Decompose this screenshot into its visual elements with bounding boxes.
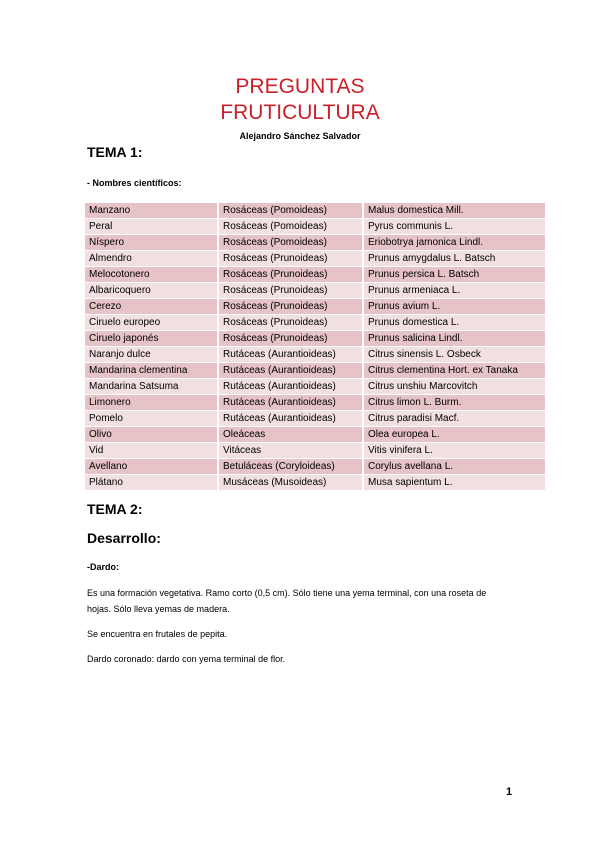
common-name-cell: Ciruelo europeo (85, 315, 217, 330)
family-cell: Rosáceas (Pomoideas) (217, 203, 362, 218)
common-name-cell: Melocotonero (85, 267, 217, 282)
dardo-paragraph-3: Dardo coronado: dardo con yema terminal de flor. (87, 654, 286, 664)
scientific-name-cell: Citrus paradisi Macf. (362, 411, 545, 426)
scientific-name-cell: Musa sapientum L. (362, 475, 545, 490)
tema-1-heading: TEMA 1: (87, 144, 143, 160)
common-name-cell: Vid (85, 443, 217, 458)
scientific-name-cell: Pyrus communis L. (362, 219, 545, 234)
scientific-names-table-body (85, 203, 545, 490)
scientific-name-cell: Prunus amygdalus L. Batsch (362, 251, 545, 266)
desarrollo-heading: Desarrollo: (87, 530, 161, 546)
table-row (85, 331, 545, 346)
common-name-cell: Plátano (85, 475, 217, 490)
family-cell: Rosáceas (Prunoideas) (217, 331, 362, 346)
dardo-heading: -Dardo: (87, 562, 119, 572)
document-title-line-2: FRUTICULTURA (220, 101, 380, 124)
table-row (85, 459, 545, 474)
family-cell: Betuláceas (Coryloideas) (217, 459, 362, 474)
scientific-name-cell: Citrus limon L. Burm. (362, 395, 545, 410)
table-row (85, 283, 545, 298)
common-name-cell: Manzano (85, 203, 217, 218)
author-name: Alejandro Sánchez Salvador (239, 131, 361, 141)
table-row (85, 443, 545, 458)
common-name-cell: Naranjo dulce (85, 347, 217, 362)
page-number: 1 (506, 786, 513, 798)
scientific-name-cell: Prunus avium L. (362, 299, 545, 314)
scientific-name-cell: Olea europea L. (362, 427, 545, 442)
table-row (85, 315, 545, 330)
table-row (85, 395, 545, 410)
table-row (85, 219, 545, 234)
family-cell: Rosáceas (Pomoideas) (217, 219, 362, 234)
scientific-name-cell: Corylus avellana L. (362, 459, 545, 474)
family-cell: Rosáceas (Prunoideas) (217, 299, 362, 314)
document-title-line-1: PREGUNTAS (235, 75, 365, 98)
family-cell: Oleáceas (217, 427, 362, 442)
table-row (85, 251, 545, 266)
family-cell: Rutáceas (Aurantioideas) (217, 347, 362, 362)
family-cell: Rutáceas (Aurantioideas) (217, 395, 362, 410)
common-name-cell: Mandarina clementina (85, 363, 217, 378)
table-row (85, 411, 545, 426)
scientific-names-subheading: - Nombres científicos: (87, 178, 182, 188)
common-name-cell: Almendro (85, 251, 217, 266)
common-name-cell: Pomelo (85, 411, 217, 426)
family-cell: Rutáceas (Aurantioideas) (217, 411, 362, 426)
dardo-paragraph-1: Es una formación vegetativa. Ramo corto (0,5 cm). Sólo tiene una yema terminal, con una roseta de hojas. Sólo lleva yemas de madera. (87, 588, 487, 614)
scientific-name-cell: Prunus armeniaca L. (362, 283, 545, 298)
common-name-cell: Ciruelo japonés (85, 331, 217, 346)
table-row (85, 427, 545, 442)
scientific-names-table (85, 202, 545, 491)
common-name-cell: Mandarina Satsuma (85, 379, 217, 394)
family-cell: Musáceas (Musoideas) (217, 475, 362, 490)
dardo-paragraph-2: Se encuentra en frutales de pepita. (87, 629, 228, 639)
scientific-name-cell: Eriobotrya jamonica Lindl. (362, 235, 545, 250)
scientific-name-cell: Citrus sinensis L. Osbeck (362, 347, 545, 362)
scientific-name-cell: Citrus clementina Hort. ex Tanaka (362, 363, 545, 378)
common-name-cell: Avellano (85, 459, 217, 474)
scientific-name-cell: Prunus salicina Lindl. (362, 331, 545, 346)
common-name-cell: Olivo (85, 427, 217, 442)
common-name-cell: Limonero (85, 395, 217, 410)
common-name-cell: Albaricoquero (85, 283, 217, 298)
scientific-name-cell: Prunus domestica L. (362, 315, 545, 330)
common-name-cell: Peral (85, 219, 217, 234)
scientific-name-cell: Vitis vinifera L. (362, 443, 545, 458)
family-cell: Rosáceas (Prunoideas) (217, 267, 362, 282)
family-cell: Rosáceas (Prunoideas) (217, 283, 362, 298)
table-row (85, 299, 545, 314)
table-row (85, 267, 545, 282)
common-name-cell: Níspero (85, 235, 217, 250)
family-cell: Rosáceas (Prunoideas) (217, 251, 362, 266)
table-row (85, 235, 545, 250)
family-cell: Rosáceas (Prunoideas) (217, 315, 362, 330)
scientific-name-cell: Prunus persica L. Batsch (362, 267, 545, 282)
table-row (85, 203, 545, 218)
table-row (85, 347, 545, 362)
family-cell: Rutáceas (Aurantioideas) (217, 379, 362, 394)
family-cell: Rutáceas (Aurantioideas) (217, 363, 362, 378)
family-cell: Rosáceas (Pomoideas) (217, 235, 362, 250)
scientific-name-cell: Citrus unshiu Marcovitch (362, 379, 545, 394)
scientific-name-cell: Malus domestica Mill. (362, 203, 545, 218)
common-name-cell: Cerezo (85, 299, 217, 314)
table-row (85, 379, 545, 394)
table-row (85, 475, 545, 490)
tema-2-heading: TEMA 2: (87, 501, 143, 517)
family-cell: Vitáceas (217, 443, 362, 458)
table-row (85, 363, 545, 378)
